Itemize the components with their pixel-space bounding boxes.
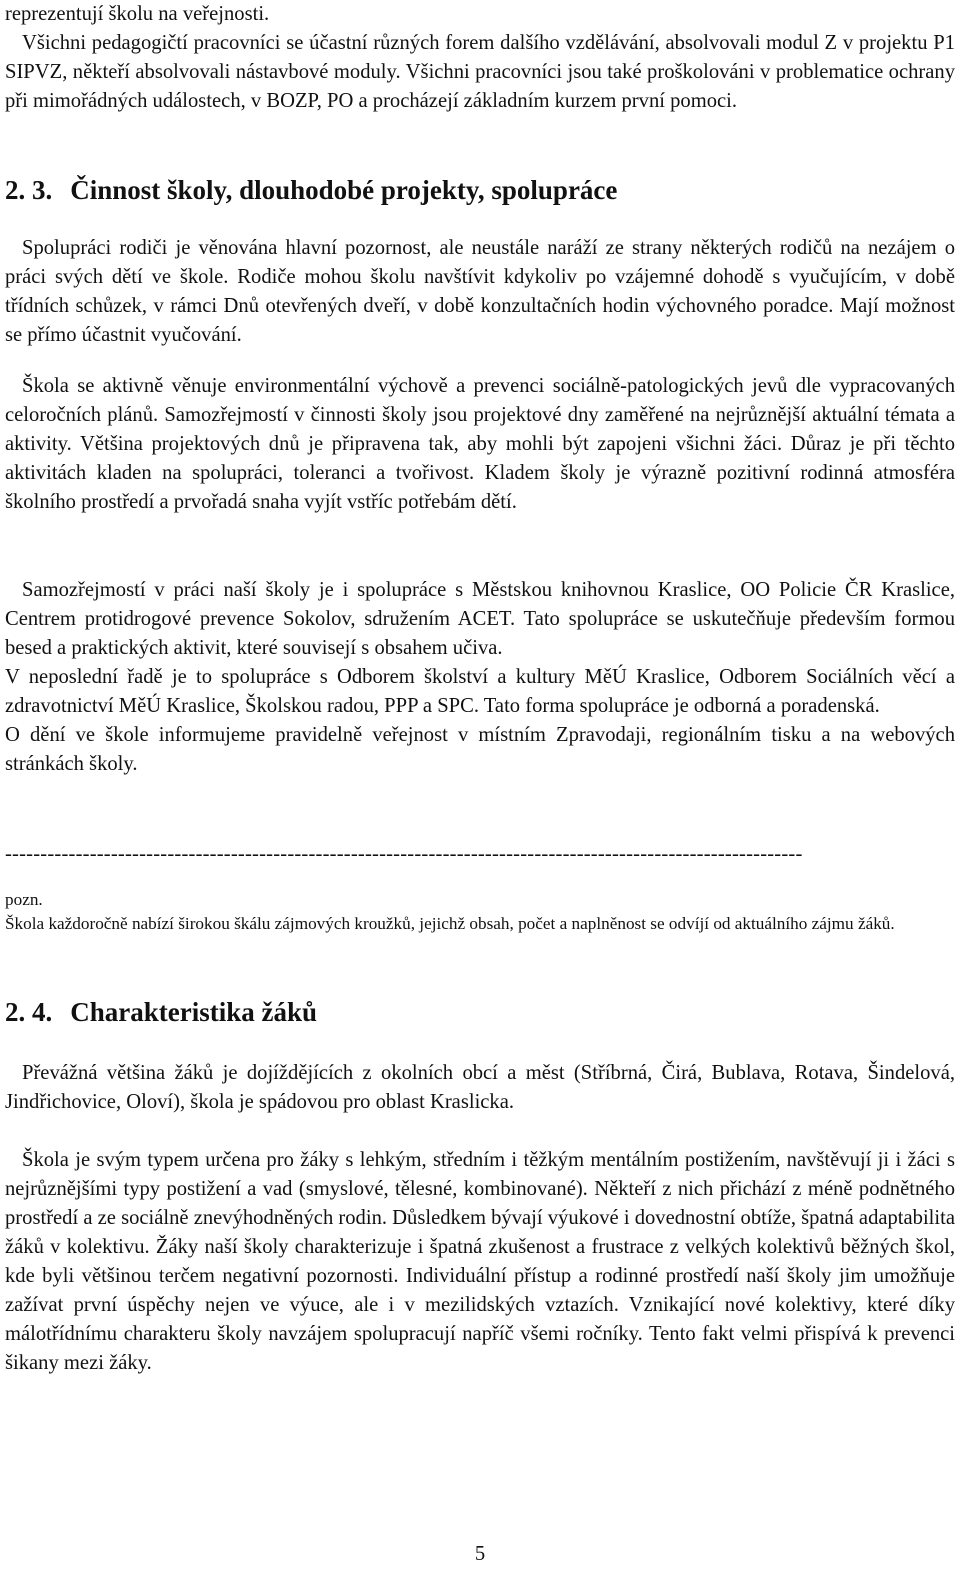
intro-line: reprezentují školu na veřejnosti. xyxy=(5,3,270,25)
pupils-origin-paragraph: Převážná většina žáků je dojíždějících z okolních obcí a měst (Stříbrná, Čirá, Bublava, Rotava, Šindelová, Jindřichovice, Oloví), škola je spádovou pro oblast Kraslicka. xyxy=(5,1062,955,1113)
parents-paragraph-block xyxy=(5,234,955,350)
pupils-characteristics-paragraph: Škola je svým typem určena pro žáky s lehkým, středním i těžkým mentálním postižením, navštěvují ji i žáci s nejrůznějšími typy postižení a vad (smyslové, tělesné, kombinované). Někteří z nich přichází z méně podnětného prostředí a ze sociálně znevýhodněných rodin. Důsledkem bývají výukové i dovednostní obtíže, špatná adaptabilita žáků v kolektivu. Žáky naší školy charakterizuje i špatná zkušenost a frustrace z velkých kolektivů běžných škol, kde byli většinou terčem negativní pozornosti. Individuální přístup a rodinné prostředí naší školy jim umožňuje zažívat první úspěchy nejen ve výuce, ale i v mezilidských vztazích. Vznikající nové kolektivy, které díky málotřídnímu charakteru školy navzájem spolupracují napříč všemi ročníky. Tento fakt velmi přispívá k prevenci šikany mezi žáky. xyxy=(5,1149,955,1374)
authorities-paragraph: V neposlední řadě je to spolupráce s Odborem školství a kultury MěÚ Kraslice, Odborem Sociálních věcí a zdravotnictví MěÚ Kraslice, Školskou radou, PPP a SPC. Tato forma spolupráce je odborná a poradenská. xyxy=(5,666,955,717)
cooperation-paragraph: Samozřejmostí v práci naší školy je i spolupráce s Městskou knihovnou Kraslice, OO Policie ČR Kraslice, Centrem protidrogové prevence Sokolov, sdružením ACET. Tato spolupráce se uskutečňuje především formou besed a praktických aktivit, které souvisejí s obsahem učiva. xyxy=(5,579,955,659)
parents-paragraph: Spolupráci rodiči je věnována hlavní pozornost, ale neustále naráží ze strany některých rodičů na nezájem o práci svých dětí ve škole. Rodiče mohou školu navštívit kdykoliv po vzájemné dohodě s vyučujícím, v době třídních schůzek, v rámci Dnů otevřených dveří, v době konzultačních hodin výchovného poradce. Mají možnost se přímo účastnit vyučování. xyxy=(5,237,955,346)
intro-block xyxy=(5,0,955,116)
environment-paragraph-block xyxy=(5,372,955,517)
pupils-origin-block xyxy=(5,1059,955,1117)
note-label: pozn. xyxy=(5,890,43,909)
note-text: Škola každoročně nabízí širokou škálu zájmových kroužků, jejichž obsah, počet a naplněnost se odvíjí od aktuálního zájmu žáků. xyxy=(5,913,895,933)
staff-training-paragraph: Všichni pedagogičtí pracovníci se účastní různých forem dalšího vzdělávání, absolvovali modul Z v projektu P1 SIPVZ, někteří absolvovali nástavbové moduly. Všichni pracovníci jsou také proškolováni v problematice ochrany při mimořádných událostech, v BOZP, PO a procházejí základním kurzem první pomoci. xyxy=(5,32,955,112)
note-block xyxy=(5,888,955,935)
section-number: 2. 3. xyxy=(5,175,53,205)
dash-separator: ----------------------------------------------------------------------------------------------------------------- xyxy=(5,843,803,865)
pupils-characteristics-block xyxy=(5,1146,955,1378)
page-number: 5 xyxy=(474,1543,486,1565)
publicity-paragraph: O dění ve škole informujeme pravidelně veřejnost v místním Zpravodaji, regionálním tisku a na webových stránkách školy. xyxy=(5,724,955,775)
section-title: Činnost školy, dlouhodobé projekty, spolupráce xyxy=(70,175,618,205)
cooperation-block xyxy=(5,576,955,779)
separator-line xyxy=(5,843,955,865)
section-heading-2-3 xyxy=(5,173,617,207)
environment-paragraph: Škola se aktivně věnuje environmentální výchově a prevenci sociálně-patologických jevů dle vypracovaných celoročních plánů. Samozřejmostí v činnosti školy jsou projektové dny zaměřené na nejrůznější aktuální témata a aktivity. Většina projektových dnů je připravena tak, aby mohli být zapojeni všichni žáci. Důraz je při těchto aktivitách kladen na spolupráci, toleranci a tvořivost. Kladem školy je výrazně pozitivní rodinná atmosféra školního prostředí a prvořadá snaha vyjít vstříc potřebám dětí. xyxy=(5,375,955,513)
section-number: 2. 4. xyxy=(5,997,53,1027)
section-title: Charakteristika žáků xyxy=(70,997,318,1027)
section-heading-2-4 xyxy=(5,995,317,1029)
